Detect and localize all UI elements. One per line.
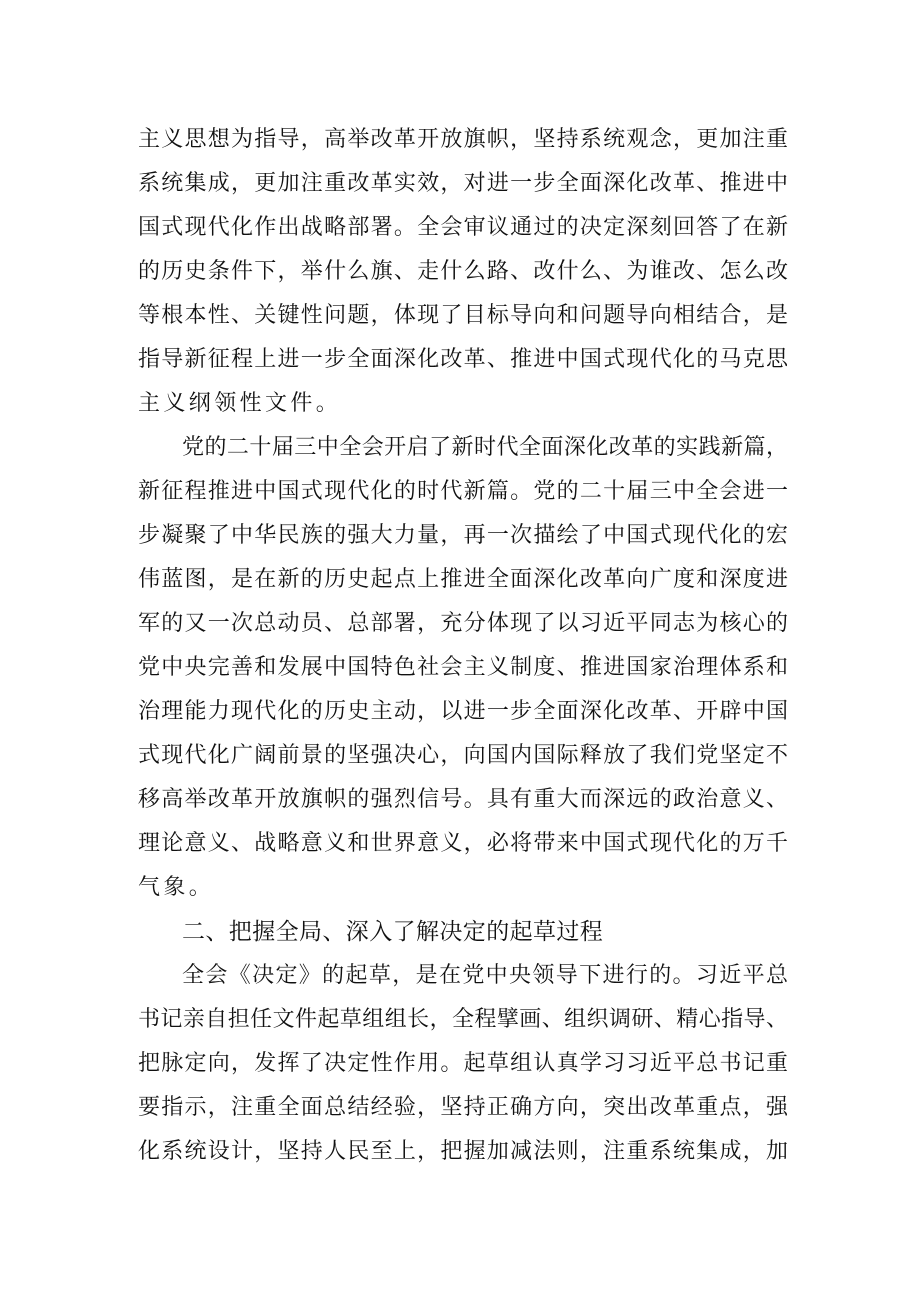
paragraph-1-line-1: 主义思想为指导，高举改革开放旗帜，坚持系统观念，更加注重 (138, 127, 788, 152)
paragraph-3-line-5: 化系统设计，坚持人民至上，把握加减法则，注重系统集成，加 (138, 1139, 788, 1164)
paragraph-1-line-2: 系统集成，更加注重改革实效，对进一步全面深化改革、推进中 (138, 171, 788, 196)
paragraph-3-line-2: 书记亲自担任文件起草组组长，全程擘画、组织调研、精心指导、 (138, 1007, 788, 1032)
paragraph-2-line-11: 气象。 (138, 875, 215, 900)
paragraph-1-line-3: 国式现代化作出战略部署。全会审议通过的决定深刻回答了在新 (138, 215, 788, 240)
paragraph-2-line-8: 式现代化广阔前景的坚强决心，向国内国际释放了我们党坚定不 (138, 743, 788, 768)
paragraph-2-line-2: 新征程推进中国式现代化的时代新篇。党的二十届三中全会进一 (138, 479, 788, 504)
paragraph-3-line-4: 要指示，注重全面总结经验，坚持正确方向，突出改革重点，强 (138, 1095, 788, 1120)
paragraph-2-line-3: 步凝聚了中华民族的强大力量，再一次描绘了中国式现代化的宏 (138, 523, 788, 548)
paragraph-1-line-7: 主义纲领性文件。 (138, 391, 342, 416)
paragraph-1-line-4: 的历史条件下，举什么旗、走什么路、改什么、为谁改、怎么改 (138, 259, 788, 284)
paragraph-2-line-4: 伟蓝图，是在新的历史起点上推进全面深化改革向广度和深度进 (138, 567, 788, 592)
paragraph-2-line-7: 治理能力现代化的历史主动，以进一步全面深化改革、开辟中国 (138, 699, 788, 724)
paragraph-1-line-6: 指导新征程上进一步全面深化改革、推进中国式现代化的马克思 (138, 347, 788, 372)
paragraph-2-line-6: 党中央完善和发展中国特色社会主义制度、推进国家治理体系和 (138, 655, 788, 680)
paragraph-3-line-3: 把脉定向，发挥了决定性作用。起草组认真学习习近平总书记重 (138, 1051, 788, 1076)
paragraph-1-line-5: 等根本性、关键性问题，体现了目标导向和问题导向相结合，是 (138, 303, 788, 328)
paragraph-2-line-1: 党的二十届三中全会开启了新时代全面深化改革的实践新篇， (182, 435, 788, 460)
paragraph-2-line-9: 移高举改革开放旗帜的强烈信号。具有重大而深远的政治意义、 (138, 787, 788, 812)
paragraph-3-line-1: 全会《决定》的起草，是在党中央领导下进行的。习近平总 (182, 963, 788, 988)
section-heading: 二、把握全局、深入了解决定的起草过程 (182, 919, 604, 945)
paragraph-2-line-5: 军的又一次总动员、总部署，充分体现了以习近平同志为核心的 (138, 611, 788, 636)
paragraph-2-line-10: 理论意义、战略意义和世界意义，必将带来中国式现代化的万千 (138, 831, 788, 856)
